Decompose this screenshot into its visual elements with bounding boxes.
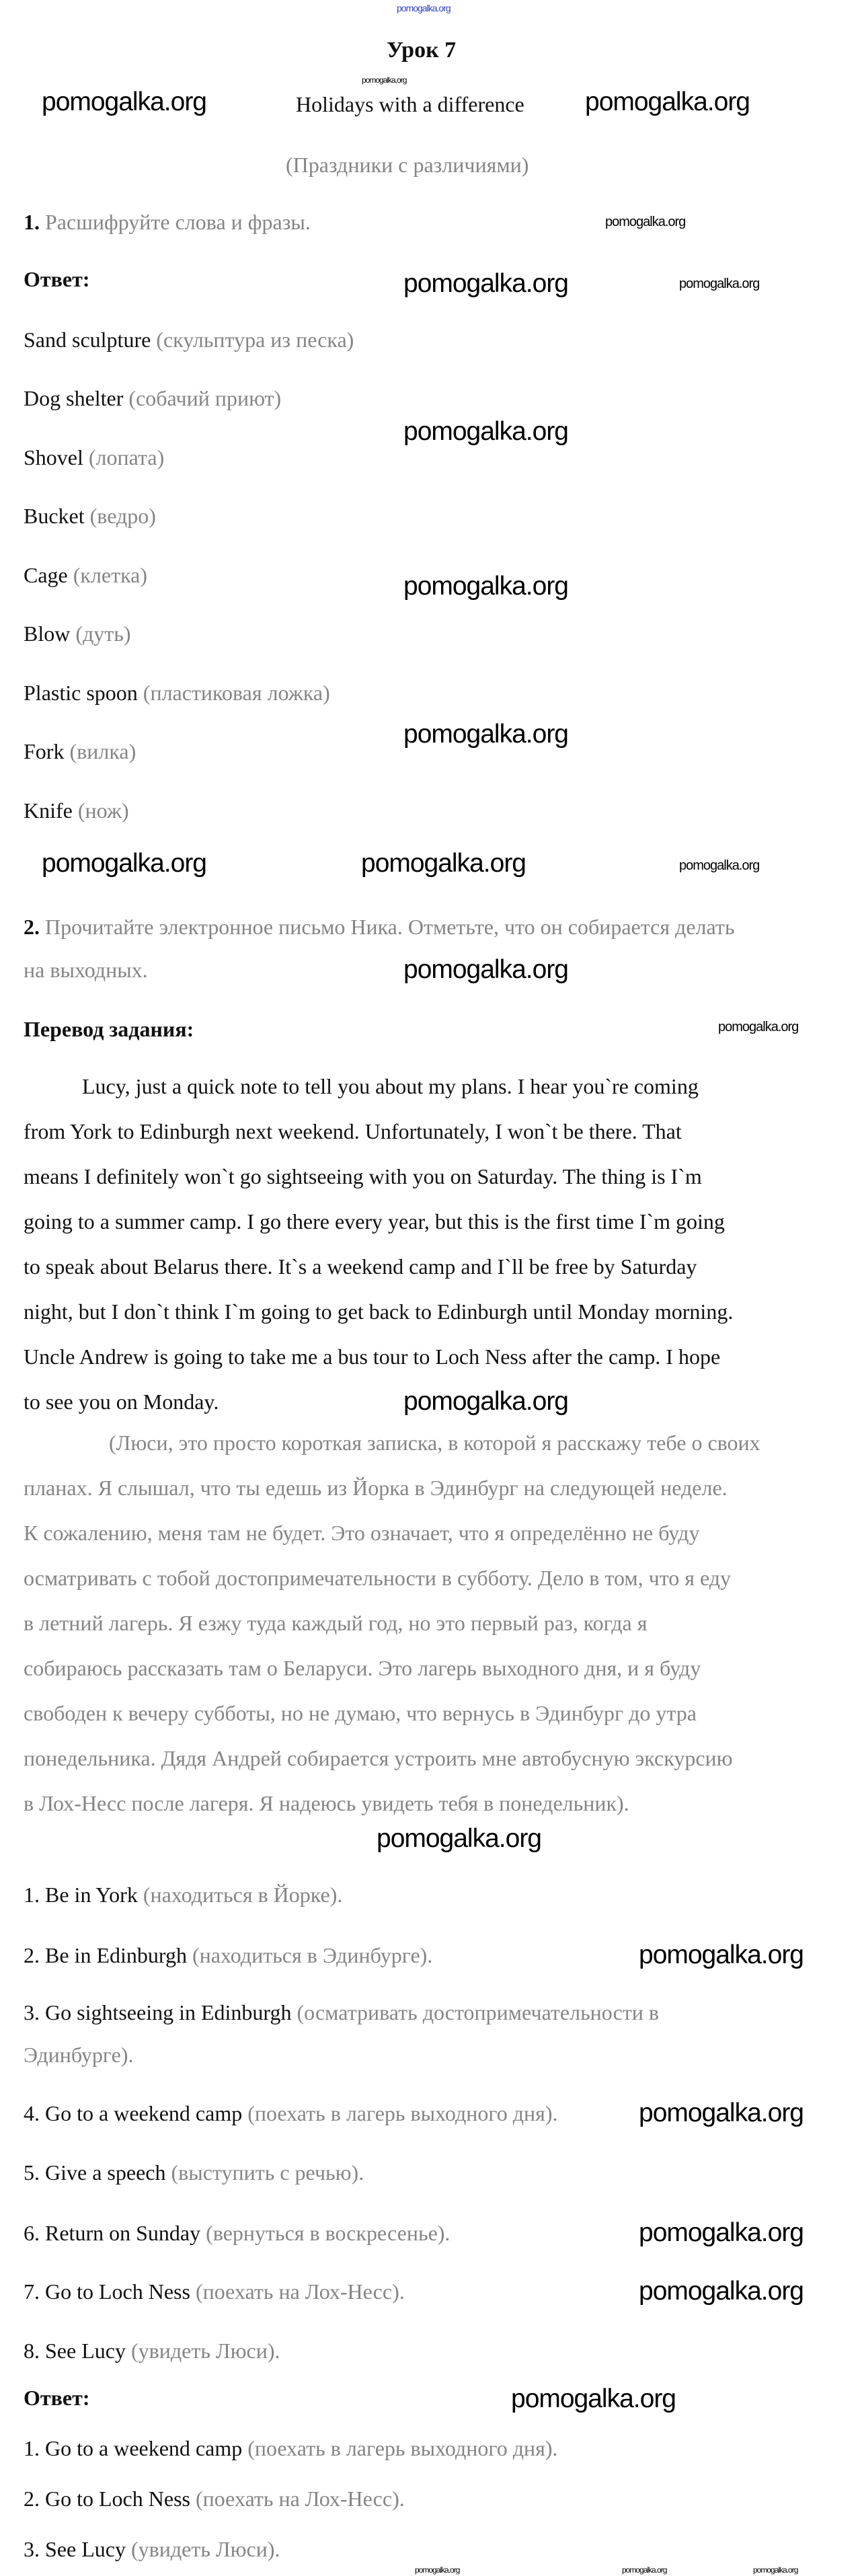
watermark-text: pomogalka.org	[415, 2565, 460, 2575]
answer-item	[24, 2536, 280, 2563]
watermark-text: pomogalka.org	[639, 2098, 804, 2127]
letter-line-en: to see you on Monday.	[24, 1390, 219, 1414]
vocab-item	[24, 444, 164, 471]
english-text: Fork	[24, 739, 65, 763]
letter-line-en: to speak about Belarus there. It`s a weekend camp and I`ll be free by Saturday	[24, 1254, 697, 1279]
russian-text: (находиться в Йорке).	[143, 1883, 343, 1907]
option-item	[24, 2159, 364, 2186]
option-item	[24, 2100, 557, 2127]
watermark-text: pomogalka.org	[362, 75, 407, 85]
russian-text: (клетка)	[73, 563, 148, 587]
letter-line-en: Lucy, just a quick note to tell you about my plans. I hear you`re coming	[82, 1074, 699, 1098]
topic-translation: (Праздники с различиями)	[286, 153, 529, 177]
english-text: 3. See Lucy	[24, 2537, 126, 2561]
option-item-continued: Эдинбурге).	[24, 2043, 134, 2067]
answer-label: Ответ:	[24, 2386, 90, 2410]
russian-text: (выступить с речью).	[171, 2160, 364, 2185]
watermark-text: pomogalka.org	[361, 849, 526, 878]
russian-text: (поехать в лагерь выходного дня).	[247, 2101, 558, 2125]
letter-line-en: Uncle Andrew is going to take me a bus tour to Loch Ness after the camp. I hope	[24, 1344, 721, 1369]
watermark-text: pomogalka.org	[605, 215, 686, 229]
watermark-text: pomogalka.org	[403, 720, 568, 749]
letter-line-ru: К сожалению, меня там не будет. Это означает, что я определённо не буду	[24, 1521, 700, 1545]
vocab-item	[24, 679, 330, 706]
english-text: Dog shelter	[24, 386, 124, 410]
watermark-text: pomogalka.org	[42, 849, 206, 878]
russian-text: (скульптура из песка)	[156, 328, 354, 352]
english-text: 5. Give a speech	[24, 2160, 166, 2185]
russian-text: (увидеть Люси).	[130, 2537, 280, 2561]
watermark-text: pomogalka.org	[585, 87, 750, 116]
russian-text: (дуть)	[75, 621, 131, 646]
option-item	[24, 1881, 342, 1908]
answer-item	[24, 2485, 405, 2512]
letter-line-ru: осматривать с тобой достопримечательности в субботу. Дело в том, что я еду	[24, 1566, 732, 1590]
watermark-text: pomogalka.org	[403, 955, 568, 984]
russian-text: (поехать на Лох-Несс).	[195, 2487, 405, 2511]
watermark-text: pomogalka.org	[639, 2218, 804, 2247]
russian-text: (вернуться в воскресенье).	[206, 2221, 451, 2245]
letter-line-en: night, but I don`t think I`m going to get back to Edinburgh until Monday morning.	[24, 1299, 734, 1324]
watermark-text: pomogalka.org	[403, 417, 568, 446]
vocab-item	[24, 385, 281, 412]
english-text: 8. See Lucy	[24, 2339, 126, 2363]
vocab-item	[24, 502, 156, 529]
english-text: 7. Go to Loch Ness	[24, 2279, 190, 2304]
answer-label: Ответ:	[24, 267, 90, 291]
russian-text: (нож)	[77, 798, 129, 823]
vocab-item	[24, 326, 354, 353]
option-item	[24, 2220, 450, 2246]
watermark-text: pomogalka.org	[511, 2384, 676, 2413]
option-item	[24, 2278, 405, 2305]
russian-text: (осматривать достопримечательности в	[297, 2000, 660, 2024]
letter-line-en: going to a summer camp. I go there every year, but this is the first time I`m going	[24, 1209, 725, 1234]
translation-label: Перевод задания:	[24, 1017, 194, 1041]
russian-text: (пластиковая ложка)	[143, 681, 330, 705]
letter-line-en: from York to Edinburgh next weekend. Unfortunately, I won`t be there. That	[24, 1119, 682, 1143]
english-text: 2. Go to Loch Ness	[24, 2487, 190, 2511]
watermark-text: pomogalka.org	[679, 276, 760, 291]
letter-line-ru: в Лох-Несс после лагеря. Я надеюсь увидеть тебя в понедельник).	[24, 1791, 629, 1815]
watermark-text: pomogalka.org	[403, 269, 568, 298]
english-text: Sand sculpture	[24, 328, 151, 352]
english-text: 3. Go sightseeing in Edinburgh	[24, 2000, 292, 2024]
task-number: 2.	[24, 915, 40, 939]
vocab-item	[24, 620, 131, 647]
option-item	[24, 1942, 432, 1969]
russian-text: (ведро)	[89, 504, 156, 528]
letter-line-en: means I definitely won`t go sightseeing with you on Saturday. The thing is I`m	[24, 1164, 702, 1188]
english-text: 1. Be in York	[24, 1883, 138, 1907]
watermark-text: pomogalka.org	[403, 572, 568, 601]
task-text: Прочитайте электронное письмо Ника. Отметьте, что он собирается делать	[45, 915, 735, 939]
watermark-text: pomogalka.org	[622, 2565, 667, 2575]
letter-line-ru: (Люси, это просто короткая записка, в которой я расскажу тебе о своих	[109, 1431, 760, 1455]
russian-text: (собачий приют)	[128, 386, 282, 410]
task2-heading	[24, 913, 734, 940]
english-text: 2. Be in Edinburgh	[24, 1943, 187, 1967]
answer-item	[24, 2435, 557, 2462]
english-text: 4. Go to a weekend camp	[24, 2101, 243, 2125]
english-text: 1. Go to a weekend camp	[24, 2436, 243, 2460]
watermark-text: pomogalka.org	[718, 1020, 799, 1034]
letter-line-ru: планах. Я слышал, что ты едешь из Йорка в Эдинбург на следующей неделе.	[24, 1476, 728, 1500]
task1-heading	[24, 209, 311, 235]
task-text: Расшифруйте слова и фразы.	[45, 210, 311, 234]
letter-line-ru: понедельника. Дядя Андрей собирается устроить мне автобусную экскурсию	[24, 1746, 733, 1770]
watermark-text: pomogalka.org	[397, 3, 451, 13]
russian-text: (вилка)	[69, 739, 136, 763]
english-text: Cage	[24, 563, 68, 587]
english-text: Bucket	[24, 504, 85, 528]
russian-text: (поехать на Лох-Несс).	[195, 2279, 405, 2304]
option-item	[24, 2337, 280, 2364]
russian-text: (находиться в Эдинбурге).	[192, 1943, 433, 1967]
lesson-title: Урок 7	[387, 38, 457, 63]
letter-line-ru: собираюсь рассказать там о Беларуси. Это лагерь выходного дня, и я буду	[24, 1656, 701, 1680]
watermark-text: pomogalka.org	[403, 1387, 568, 1416]
english-text: 6. Return on Sunday	[24, 2221, 201, 2245]
watermark-text: pomogalka.org	[639, 1940, 804, 1969]
option-item	[24, 1999, 659, 2026]
english-text: Knife	[24, 798, 73, 823]
topic-title: Holidays with a difference	[296, 92, 524, 116]
letter-line-ru: свободен к вечеру субботы, но не думаю, что вернусь в Эдинбург до утра	[24, 1701, 697, 1725]
watermark-text: pomogalka.org	[639, 2277, 804, 2306]
watermark-text: pomogalka.org	[377, 1824, 541, 1853]
task-number: 1.	[24, 210, 40, 234]
watermark-text: pomogalka.org	[679, 858, 760, 873]
russian-text: (увидеть Люси).	[130, 2339, 280, 2363]
letter-line-ru: в летний лагерь. Я езжу туда каждый год, но это первый раз, когда я	[24, 1611, 648, 1635]
english-text: Shovel	[24, 445, 83, 469]
task-text-line2: на выходных.	[24, 958, 148, 982]
vocab-item	[24, 797, 129, 824]
russian-text: (лопата)	[88, 445, 165, 469]
vocab-item	[24, 562, 147, 589]
watermark-text: pomogalka.org	[753, 2565, 798, 2575]
vocab-item	[24, 738, 136, 765]
english-text: Blow	[24, 621, 71, 646]
english-text: Plastic spoon	[24, 681, 138, 705]
russian-text: (поехать в лагерь выходного дня).	[247, 2436, 558, 2460]
watermark-text: pomogalka.org	[42, 87, 206, 116]
